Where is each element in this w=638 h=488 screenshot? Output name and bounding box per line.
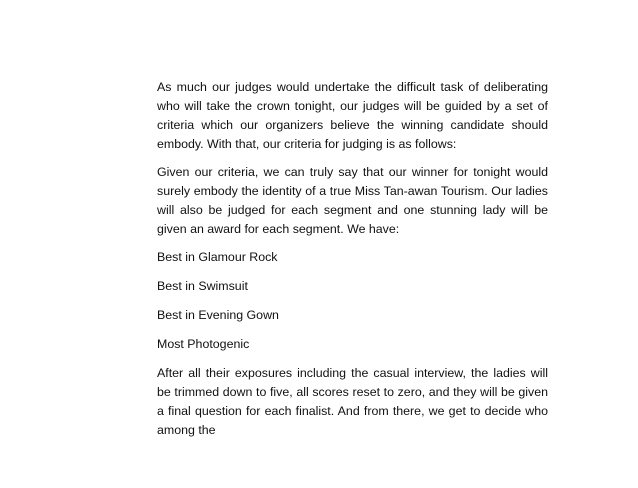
paragraph-final-question: After all their exposures including the casual interview, the ladies will be trimmed down to five, all scores reset to zero, and they will be given a final question for each finalist. And from there, we get to decide who among the [157,366,548,437]
award-best-in-evening-gown: Best in Evening Gown [157,308,279,322]
paragraph-criteria-summary: Given our criteria, we can truly say that our winner for tonight would surely embody the identity of a true Miss Tan-awan Tourism. Our ladies will also be judged for each segment and one stunning lady will be given an award for each segment. We have: [157,165,548,236]
document-body [157,78,548,440]
award-best-in-swimsuit: Best in Swimsuit [157,279,248,293]
award-best-in-glamour-rock: Best in Glamour Rock [157,250,278,264]
paragraph-judging-intro: As much our judges would undertake the difficult task of deliberating who will take the crown tonight, our judges will be guided by a set of criteria which our organizers believe the winning candidate should embody. With that, our criteria for judging is as follows: [157,80,548,151]
award-most-photogenic: Most Photogenic [157,337,250,351]
